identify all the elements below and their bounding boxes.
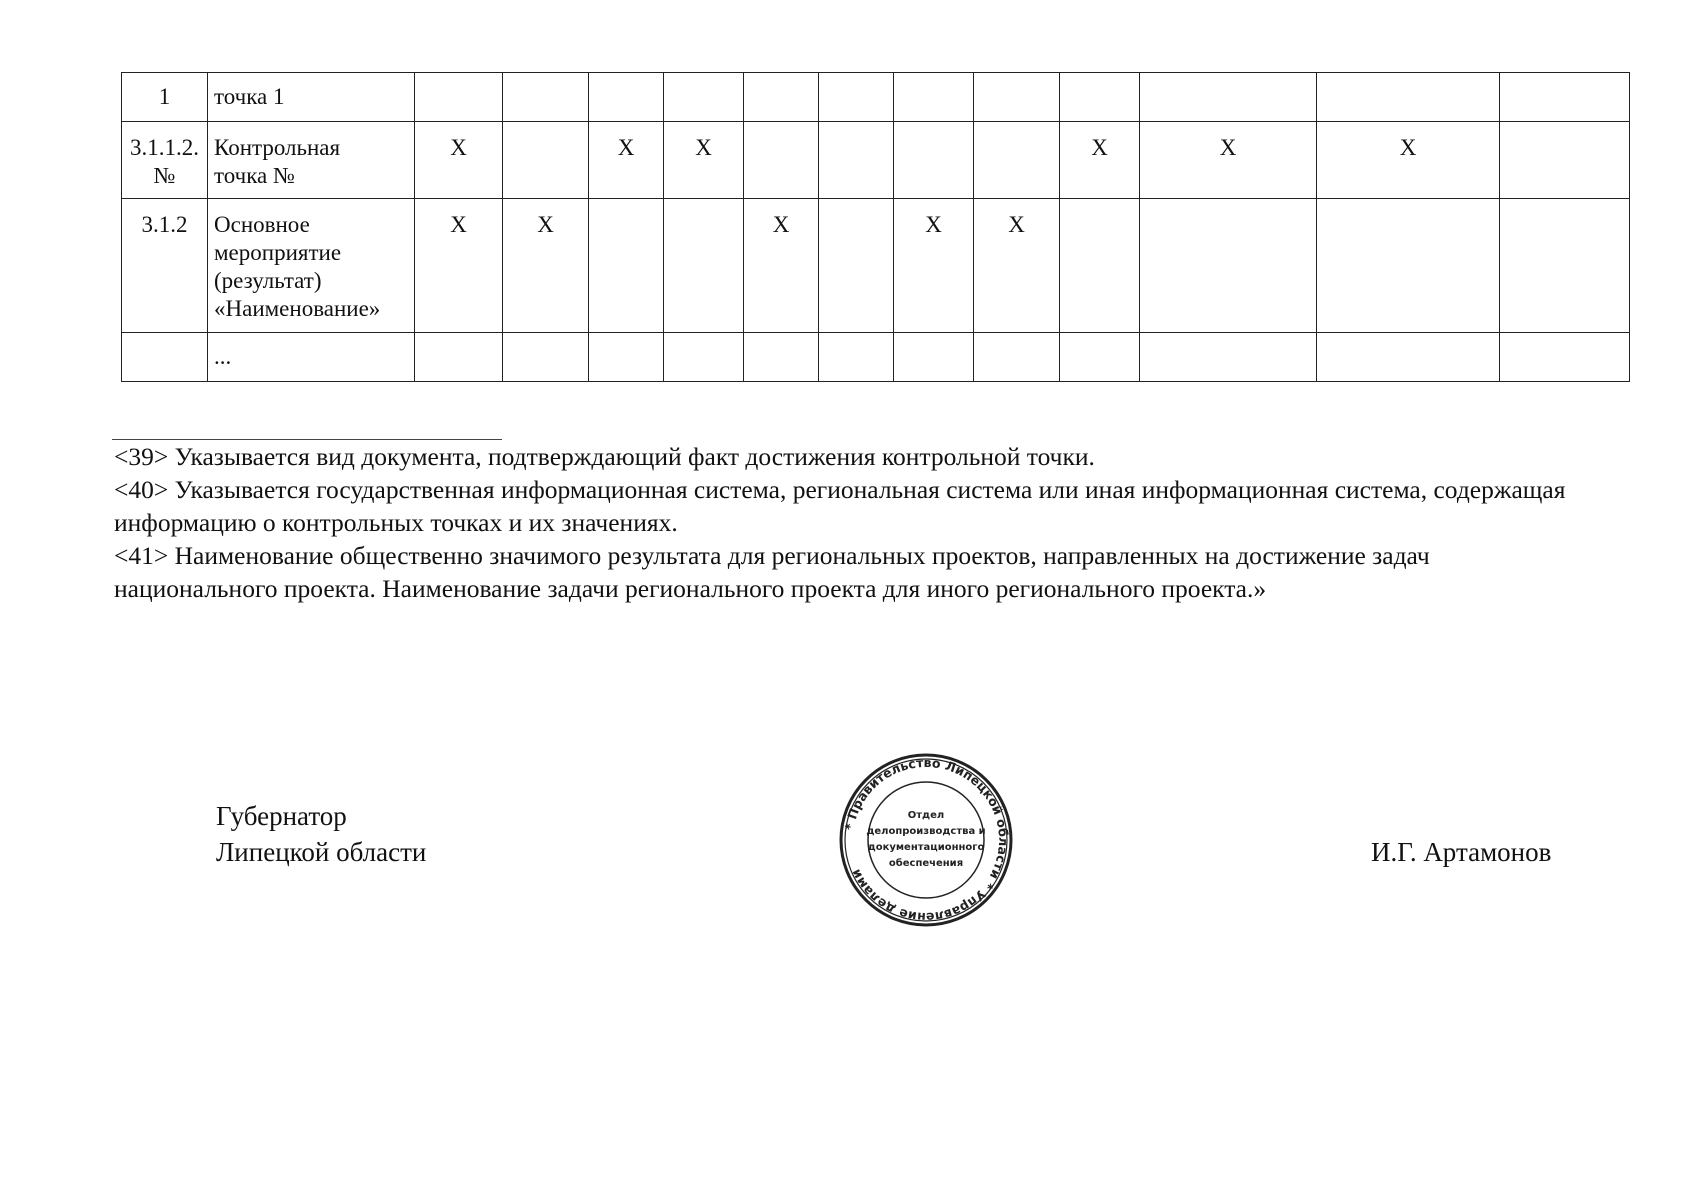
mark-cell: X <box>589 122 664 199</box>
mark-cell: X <box>894 199 974 333</box>
mark-cell <box>744 333 819 382</box>
mark-cell: X <box>744 199 819 333</box>
signatory-position <box>216 798 426 870</box>
mark-cell: X <box>974 199 1060 333</box>
official-seal-icon <box>838 752 1014 928</box>
mark-cell <box>819 199 894 333</box>
mark-cell <box>1500 199 1630 333</box>
control-points-table <box>121 72 1630 382</box>
mark-cell: X <box>1060 122 1140 199</box>
mark-cell <box>1060 333 1140 382</box>
mark-cell <box>819 122 894 199</box>
mark-cell <box>415 73 503 122</box>
mark-cell <box>589 73 664 122</box>
table-row <box>122 333 1630 382</box>
footnotes <box>114 440 1594 605</box>
mark-cell: X <box>1140 122 1317 199</box>
mark-cell <box>664 73 744 122</box>
seal-center-line: документационного <box>867 842 985 853</box>
mark-cell <box>589 333 664 382</box>
mark-cell: X <box>503 199 589 333</box>
row-number-cell: 3.1.1.2. № <box>122 122 208 199</box>
mark-cell <box>1317 199 1500 333</box>
row-number-cell: 3.1.2 <box>122 199 208 333</box>
mark-cell <box>1140 73 1317 122</box>
mark-cell <box>1140 333 1317 382</box>
mark-cell <box>744 73 819 122</box>
mark-cell <box>664 199 744 333</box>
row-name-cell: точка 1 <box>208 73 415 122</box>
mark-cell <box>819 333 894 382</box>
mark-cell <box>894 333 974 382</box>
row-name-cell: Контрольная точка № <box>208 122 415 199</box>
footnote-39: <39> Указывается вид документа, подтверждающий факт достижения контрольной точки. <box>114 442 1095 471</box>
mark-cell: X <box>664 122 744 199</box>
mark-cell <box>744 122 819 199</box>
table-row <box>122 199 1630 333</box>
table-row <box>122 122 1630 199</box>
row-number-cell: 1 <box>122 73 208 122</box>
mark-cell <box>1140 199 1317 333</box>
mark-cell <box>664 333 744 382</box>
mark-cell: X <box>1317 122 1500 199</box>
mark-cell <box>1500 333 1630 382</box>
footnote-40: <40> Указывается государственная информационная система, региональная система или иная информационная система, содержащая информацию о контрольных точках и их значениях. <box>114 475 1566 537</box>
mark-cell <box>1060 199 1140 333</box>
mark-cell <box>819 73 894 122</box>
mark-cell <box>1500 122 1630 199</box>
row-number-cell <box>122 333 208 382</box>
mark-cell: X <box>415 122 503 199</box>
mark-cell <box>1060 73 1140 122</box>
mark-cell <box>974 122 1060 199</box>
seal-center-line: делопроизводства и <box>866 826 986 837</box>
mark-cell <box>974 73 1060 122</box>
mark-cell <box>503 333 589 382</box>
row-name-cell: ... <box>208 333 415 382</box>
mark-cell: X <box>415 199 503 333</box>
mark-cell <box>974 333 1060 382</box>
mark-cell <box>1317 333 1500 382</box>
mark-cell <box>415 333 503 382</box>
signatory-name: И.Г. Артамонов <box>1371 837 1552 867</box>
seal-center-line: Отдел <box>907 810 945 821</box>
mark-cell <box>503 122 589 199</box>
seal-center-line: обеспечения <box>888 858 964 869</box>
mark-cell <box>503 73 589 122</box>
position-line: Губернатор <box>216 801 347 831</box>
seal-outer-text: * Правительство Липецкой области * Управление делами <box>841 754 1012 926</box>
row-name-cell: Основное мероприятие (результат) «Наименование» <box>208 199 415 333</box>
mark-cell <box>589 199 664 333</box>
mark-cell <box>894 73 974 122</box>
table-row <box>122 73 1630 122</box>
footnote-41: <41> Наименование общественно значимого результата для региональных проектов, направленных на достижение задач национального проекта. Наименование задачи регионального проекта для иного регионального проекта.» <box>114 541 1430 603</box>
mark-cell <box>1317 73 1500 122</box>
svg-text:* Правительство Липецкой облас <box>842 755 1011 925</box>
mark-cell <box>894 122 974 199</box>
mark-cell <box>1500 73 1630 122</box>
position-line: Липецкой области <box>216 837 427 867</box>
